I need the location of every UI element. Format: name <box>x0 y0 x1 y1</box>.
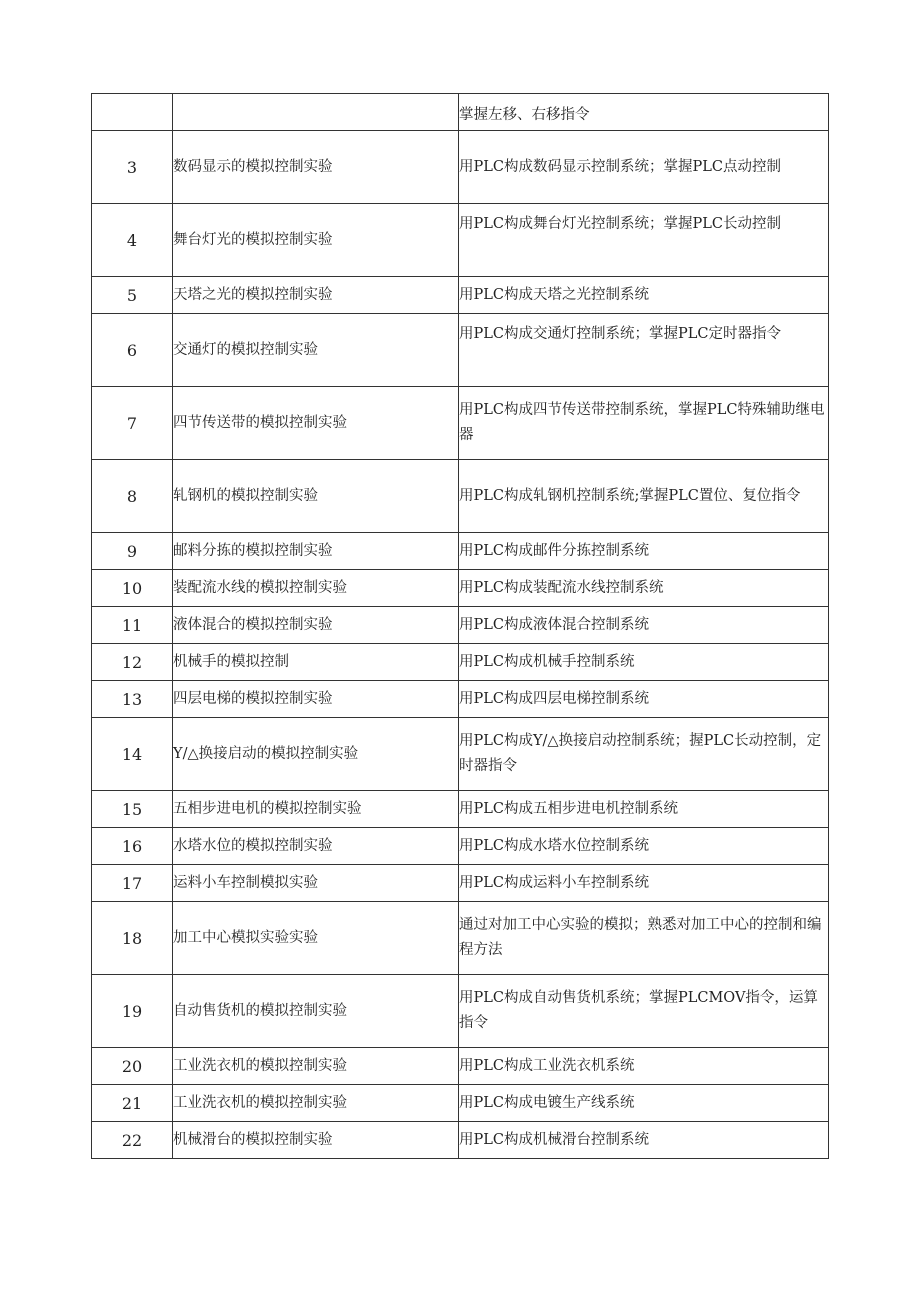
experiment-name: 轧钢机的模拟控制实验 <box>173 460 459 533</box>
experiment-name: 工业洗衣机的模拟控制实验 <box>173 1048 459 1085</box>
experiment-description: 用PLC构成天塔之光控制系统 <box>459 277 829 314</box>
row-number: 18 <box>92 902 173 975</box>
row-number: 16 <box>92 828 173 865</box>
table-row <box>92 828 829 865</box>
table-row <box>92 94 829 131</box>
table-row <box>92 387 829 460</box>
table-row <box>92 975 829 1048</box>
table-row <box>92 791 829 828</box>
experiment-name: 天塔之光的模拟控制实验 <box>173 277 459 314</box>
experiment-name: 交通灯的模拟控制实验 <box>173 314 459 387</box>
experiment-name: 运料小车控制模拟实验 <box>173 865 459 902</box>
table-row <box>92 533 829 570</box>
experiment-description: 用PLC构成舞台灯光控制系统；掌握PLC长动控制 <box>459 204 829 277</box>
table-row <box>92 131 829 204</box>
experiment-name: 四节传送带的模拟控制实验 <box>173 387 459 460</box>
table-row <box>92 314 829 387</box>
table-row <box>92 204 829 277</box>
experiment-name: 装配流水线的模拟控制实验 <box>173 570 459 607</box>
row-number: 4 <box>92 204 173 277</box>
row-number: 9 <box>92 533 173 570</box>
experiment-name: 五相步进电机的模拟控制实验 <box>173 791 459 828</box>
experiment-description: 用PLC构成电镀生产线系统 <box>459 1085 829 1122</box>
experiment-name: 工业洗衣机的模拟控制实验 <box>173 1085 459 1122</box>
row-number: 22 <box>92 1122 173 1159</box>
table-row <box>92 460 829 533</box>
experiment-description: 用PLC构成五相步进电机控制系统 <box>459 791 829 828</box>
row-number: 21 <box>92 1085 173 1122</box>
experiment-description: 用PLC构成工业洗衣机系统 <box>459 1048 829 1085</box>
experiment-description: 用PLC构成液体混合控制系统 <box>459 607 829 644</box>
experiment-name: 自动售货机的模拟控制实验 <box>173 975 459 1048</box>
experiment-name: 四层电梯的模拟控制实验 <box>173 681 459 718</box>
row-number: 6 <box>92 314 173 387</box>
row-number: 17 <box>92 865 173 902</box>
experiment-name: 机械手的模拟控制 <box>173 644 459 681</box>
row-number: 3 <box>92 131 173 204</box>
row-number: 8 <box>92 460 173 533</box>
experiment-description: 用PLC构成四层电梯控制系统 <box>459 681 829 718</box>
experiment-name: Y/△换接启动的模拟控制实验 <box>173 718 459 791</box>
experiment-description: 用PLC构成轧钢机控制系统;掌握PLC置位、复位指令 <box>459 460 829 533</box>
row-number: 15 <box>92 791 173 828</box>
row-number: 5 <box>92 277 173 314</box>
row-number: 19 <box>92 975 173 1048</box>
experiment-description: 用PLC构成机械手控制系统 <box>459 644 829 681</box>
experiment-name: 数码显示的模拟控制实验 <box>173 131 459 204</box>
experiment-description: 用PLC构成交通灯控制系统；掌握PLC定时器指令 <box>459 314 829 387</box>
table-row <box>92 1048 829 1085</box>
row-number: 7 <box>92 387 173 460</box>
table-row <box>92 681 829 718</box>
row-number: 10 <box>92 570 173 607</box>
table-row <box>92 1122 829 1159</box>
experiment-name: 水塔水位的模拟控制实验 <box>173 828 459 865</box>
experiment-name: 液体混合的模拟控制实验 <box>173 607 459 644</box>
experiment-name: 邮料分拣的模拟控制实验 <box>173 533 459 570</box>
experiment-name <box>173 94 459 131</box>
table-row <box>92 607 829 644</box>
experiment-name: 加工中心模拟实验实验 <box>173 902 459 975</box>
experiment-description: 用PLC构成自动售货机系统；掌握PLCMOV指令，运算指令 <box>459 975 829 1048</box>
row-number: 11 <box>92 607 173 644</box>
row-number: 13 <box>92 681 173 718</box>
table-row <box>92 902 829 975</box>
table-row <box>92 277 829 314</box>
experiment-description: 用PLC构成运料小车控制系统 <box>459 865 829 902</box>
experiment-description: 用PLC构成水塔水位控制系统 <box>459 828 829 865</box>
experiment-description: 用PLC构成邮件分拣控制系统 <box>459 533 829 570</box>
experiment-description: 用PLC构成机械滑台控制系统 <box>459 1122 829 1159</box>
table-row <box>92 718 829 791</box>
row-number: 12 <box>92 644 173 681</box>
table-row <box>92 644 829 681</box>
table-row <box>92 1085 829 1122</box>
row-number <box>92 94 173 131</box>
experiment-name: 机械滑台的模拟控制实验 <box>173 1122 459 1159</box>
table-row <box>92 865 829 902</box>
row-number: 20 <box>92 1048 173 1085</box>
experiment-description: 用PLC构成数码显示控制系统；掌握PLC点动控制 <box>459 131 829 204</box>
experiment-description: 用PLC构成装配流水线控制系统 <box>459 570 829 607</box>
table-row <box>92 570 829 607</box>
experiment-table <box>91 93 829 1159</box>
experiment-description: 用PLC构成四节传送带控制系统，掌握PLC特殊辅助继电器 <box>459 387 829 460</box>
experiment-description: 通过对加工中心实验的模拟；熟悉对加工中心的控制和编程方法 <box>459 902 829 975</box>
experiment-name: 舞台灯光的模拟控制实验 <box>173 204 459 277</box>
row-number: 14 <box>92 718 173 791</box>
experiment-description: 掌握左移、右移指令 <box>459 94 829 131</box>
experiment-description: 用PLC构成Y/△换接启动控制系统；握PLC长动控制，定时器指令 <box>459 718 829 791</box>
